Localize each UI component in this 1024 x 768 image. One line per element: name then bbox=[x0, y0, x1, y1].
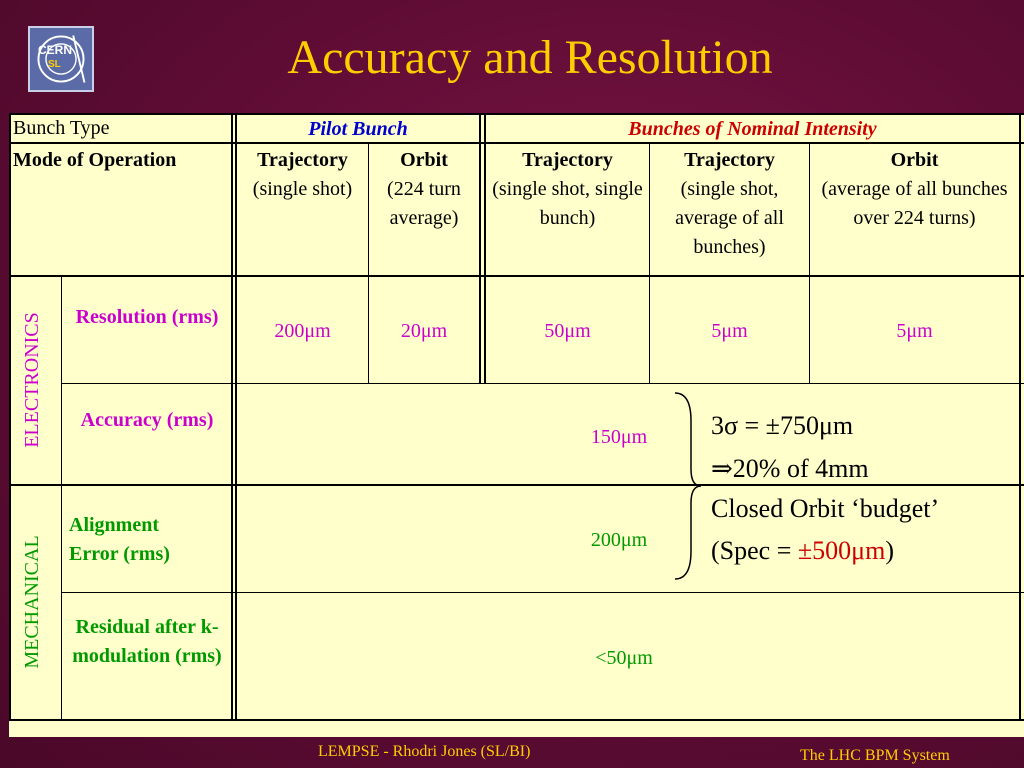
note-three-sigma: 3σ = ±750μm bbox=[711, 411, 854, 440]
logo-line1: CERN bbox=[38, 43, 73, 57]
logo-line2: SL bbox=[48, 59, 61, 70]
mode-pilot-orbit: Orbit (224 turn average) bbox=[387, 149, 461, 229]
resolution-value: 5μm bbox=[896, 320, 933, 342]
resolution-value: 50μm bbox=[544, 320, 591, 342]
pilot-bunch-header: Pilot Bunch bbox=[308, 118, 408, 140]
accuracy-value: 150μm bbox=[590, 426, 648, 448]
electronics-group-label: ELECTRONICS bbox=[21, 312, 43, 448]
note-budget: Closed Orbit ‘budget’ bbox=[711, 494, 940, 523]
resolution-value: 5μm bbox=[711, 320, 748, 342]
mode-nominal-trajectory-average: Trajectory (single shot, average of all bunches) bbox=[675, 149, 784, 258]
cern-logo bbox=[28, 26, 94, 92]
note-spec: (Spec = ±500μm) bbox=[711, 536, 894, 565]
mode-pilot-trajectory: Trajectory (single shot) bbox=[252, 149, 353, 200]
bunch-type-label: Bunch Type bbox=[13, 117, 110, 139]
mode-label: Mode of Operation bbox=[13, 149, 177, 171]
resolution-value: 20μm bbox=[400, 320, 448, 342]
nominal-bunches-header: Bunches of Nominal Intensity bbox=[628, 118, 877, 140]
footer-author: LEMPSE - Rhodri Jones (SL/BI) bbox=[318, 743, 531, 760]
slide-title: Accuracy and Resolution bbox=[287, 31, 773, 84]
residual-value: <50μm bbox=[595, 647, 653, 669]
resolution-label: Resolution (rms) bbox=[75, 306, 219, 328]
mode-nominal-trajectory-single: Trajectory (single shot, single bunch) bbox=[492, 149, 643, 229]
alignment-label: Alignment Error (rms) bbox=[69, 514, 170, 565]
mode-nominal-orbit: Orbit (average of all bunches over 224 turns) bbox=[821, 149, 1008, 229]
accuracy-label: Accuracy (rms) bbox=[80, 409, 214, 431]
brace bbox=[673, 391, 703, 581]
results-table bbox=[9, 113, 1024, 737]
resolution-value: 200μm bbox=[274, 320, 331, 342]
footer-title: The LHC BPM System bbox=[800, 747, 950, 764]
mechanical-group-label: MECHANICAL bbox=[21, 535, 43, 669]
note-percentage: ⇒20% of 4mm bbox=[711, 454, 869, 483]
alignment-value: 200μm bbox=[590, 529, 648, 551]
residual-label: Residual after k-modulation (rms) bbox=[72, 616, 222, 667]
